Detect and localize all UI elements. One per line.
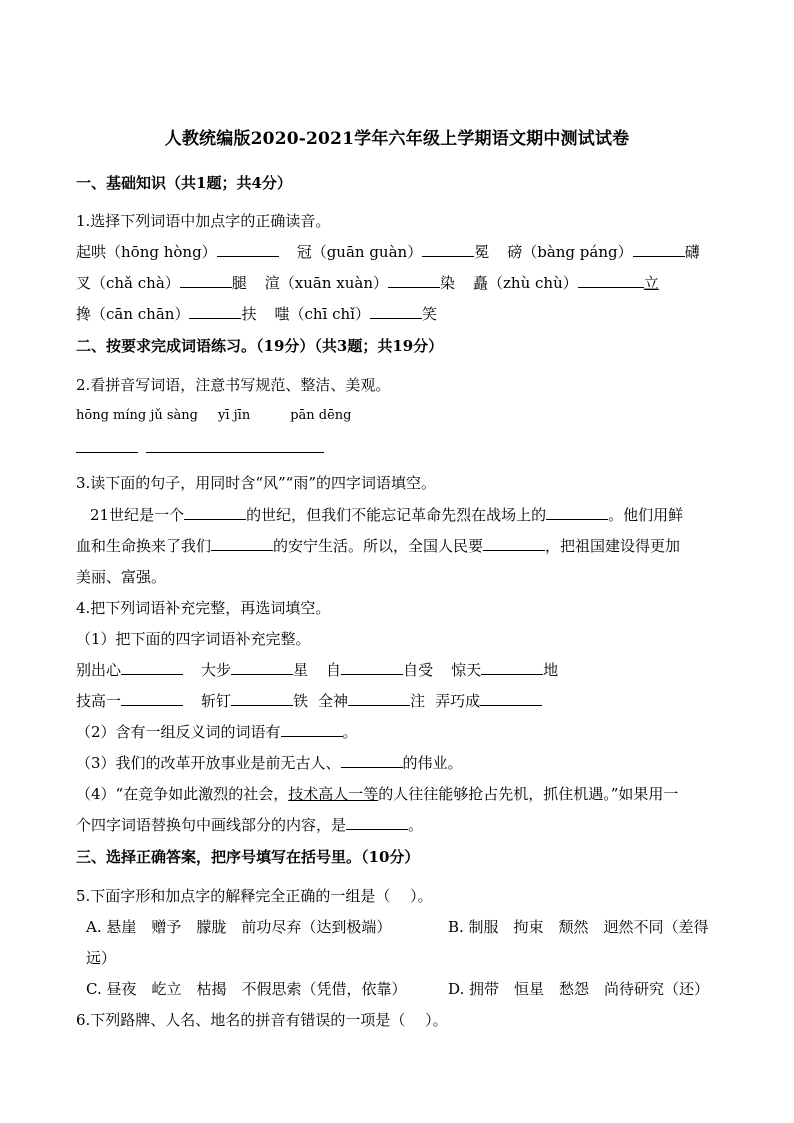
answer-blank[interactable] — [422, 242, 474, 257]
q1-row-3 — [76, 303, 437, 324]
q3-paragraph-line-1 — [90, 504, 683, 525]
q1-item: 冠（guān guàn） — [296, 243, 423, 261]
q1-item: 染 — [440, 274, 456, 292]
text-run: 的人往往能够抢占先机，抓住机遇。”如果用一 — [378, 785, 679, 803]
q5-option-d[interactable]: D. 拥带 恒星 愁怨 尚待研究（还） — [448, 980, 710, 998]
q3-paragraph-line-3: 美丽、富强。 — [76, 568, 167, 586]
text-run: 的世纪，但我们不能忘记革命先烈在战场上的 — [246, 506, 547, 524]
answer-blank[interactable] — [211, 536, 273, 551]
word-part: 技高一 — [76, 692, 122, 710]
answer-blank[interactable] — [231, 691, 293, 706]
section-3-heading: 三、选择正确答案，把序号填写在括号里。（10分） — [76, 848, 420, 866]
text-run: ，把祖国建设得更加 — [545, 537, 681, 555]
answer-blank[interactable] — [370, 304, 422, 319]
underlined-phrase: 技术高人一等 — [288, 785, 379, 803]
word-part: 大步 — [201, 661, 232, 679]
word-part: 自 — [326, 661, 342, 679]
word-part: 星 — [293, 661, 309, 679]
answer-blank[interactable] — [346, 815, 408, 830]
answer-blank[interactable] — [483, 536, 545, 551]
text-run: （3）我们的改革开放事业是前无古人、 — [76, 754, 341, 772]
answer-blank[interactable] — [341, 660, 403, 675]
answer-blank[interactable] — [633, 242, 685, 257]
answer-blank[interactable] — [121, 660, 183, 675]
pinyin-item: yī jīn — [218, 408, 251, 423]
q6-stem: 6.下列路牌、人名、地名的拼音有错误的一项是（ ）。 — [76, 1011, 448, 1029]
q1-item: 叉（chǎ chà） — [76, 274, 180, 292]
answer-blank[interactable] — [217, 242, 279, 257]
text-run: 个四字词语替换句中画线部分的内容，是 — [76, 816, 347, 834]
q1-row-2 — [76, 272, 659, 293]
word-part: 自受 — [403, 661, 434, 679]
word-part: 弄巧成 — [435, 692, 481, 710]
q4-sub4-line-1 — [76, 783, 678, 804]
answer-blank[interactable] — [546, 505, 608, 520]
answer-blank[interactable] — [388, 273, 440, 288]
text-run: 的安宁生活。所以，全国人民要 — [273, 537, 484, 555]
answer-blank[interactable] — [121, 691, 183, 706]
section-1-heading: 一、基础知识（共1题；共4分） — [76, 174, 292, 192]
q5-option-a[interactable]: A. 悬崖 赠予 朦胧 前功尽弃（达到极端） — [86, 918, 392, 936]
q1-item: 起哄（hōng hòng） — [76, 243, 217, 261]
q1-item: 礴 — [684, 243, 700, 261]
section-2-heading: 二、按要求完成词语练习。（19分）（共3题；共19分） — [76, 337, 444, 355]
q1-item: 矗（zhù chù） — [473, 274, 578, 292]
q1-item: 腿 — [231, 274, 247, 292]
q2-answer-row — [76, 438, 324, 457]
word-part: 全神 — [318, 692, 349, 710]
q1-stem: 1.选择下列词语中加点字的正确读音。 — [76, 212, 331, 230]
answer-blank[interactable] — [480, 691, 542, 706]
answer-blank[interactable] — [146, 438, 206, 453]
text-run: 血和生命换来了我们 — [76, 537, 212, 555]
q1-item: 磅（bàng páng） — [507, 243, 633, 261]
q3-paragraph-line-2 — [76, 535, 680, 556]
answer-blank[interactable] — [206, 438, 262, 453]
answer-blank[interactable] — [184, 505, 246, 520]
pinyin-item: hōng míng jǔ sàng — [76, 408, 198, 423]
answer-blank[interactable] — [481, 660, 543, 675]
answer-blank[interactable] — [76, 438, 138, 453]
page-title: 人教统编版2020-2021学年六年级上学期语文期中测试试卷 — [164, 129, 630, 149]
q1-item: 笑 — [421, 305, 437, 323]
text-run: （2）含有一组反义词的词语有 — [76, 723, 281, 741]
q4-sub3 — [76, 752, 463, 773]
q2-pinyin-row — [76, 408, 352, 423]
q4-stem: 4.把下列词语补充完整，再选词填空。 — [76, 599, 331, 617]
answer-blank[interactable] — [189, 304, 241, 319]
answer-blank[interactable] — [578, 273, 644, 288]
q5-stem: 5.下面字形和加点字的解释完全正确的一组是（ ）。 — [76, 887, 433, 905]
word-part: 别出心 — [76, 661, 122, 679]
q1-item: 立 — [643, 274, 659, 292]
text-run: 。 — [408, 816, 424, 834]
answer-blank[interactable] — [262, 438, 324, 453]
q5-option-c[interactable]: C. 昼夜 屹立 枯揭 不假思索（凭借，依靠） — [86, 980, 407, 998]
text-run: 21世纪是一个 — [90, 506, 185, 524]
pinyin-item: pān dēng — [290, 408, 352, 423]
word-part: 地 — [543, 661, 559, 679]
q5-option-b-continued: 远） — [86, 949, 117, 967]
text-run: 。他们用鲜 — [608, 506, 684, 524]
text-run: 。 — [342, 723, 358, 741]
answer-blank[interactable] — [348, 691, 410, 706]
q4-sub1: （1）把下面的四字词语补充完整。 — [76, 630, 311, 648]
q4-sub2 — [76, 721, 358, 742]
word-part: 注 — [410, 692, 426, 710]
q1-item: 冕 — [474, 243, 490, 261]
q4-sub4-line-2 — [76, 814, 423, 835]
q5-option-b[interactable]: B. 制服 拘束 颓然 迥然不同（差得 — [448, 918, 709, 936]
q2-stem: 2.看拼音写词语，注意书写规范、整洁、美观。 — [76, 376, 391, 394]
q4-words-row-2 — [76, 690, 542, 711]
q1-item: 搀（cān chān） — [76, 305, 190, 323]
q1-item: 渲（xuān xuàn） — [264, 274, 389, 292]
q1-item: 扶 — [241, 305, 257, 323]
word-part: 铁 — [293, 692, 309, 710]
q4-words-row-1 — [76, 659, 558, 680]
text-run: （4）“在竞争如此激烈的社会， — [76, 785, 289, 803]
word-part: 惊天 — [451, 661, 482, 679]
q3-stem: 3.读下面的句子，用同时含“风”“雨”的四字词语填空。 — [76, 474, 436, 492]
answer-blank[interactable] — [341, 753, 403, 768]
answer-blank[interactable] — [231, 660, 293, 675]
text-run: 的伟业。 — [402, 754, 463, 772]
answer-blank[interactable] — [180, 273, 232, 288]
q1-item: 嗤（chī chǐ） — [274, 305, 370, 323]
answer-blank[interactable] — [281, 722, 343, 737]
word-part: 斩钉 — [201, 692, 232, 710]
q1-row-1 — [76, 241, 700, 262]
